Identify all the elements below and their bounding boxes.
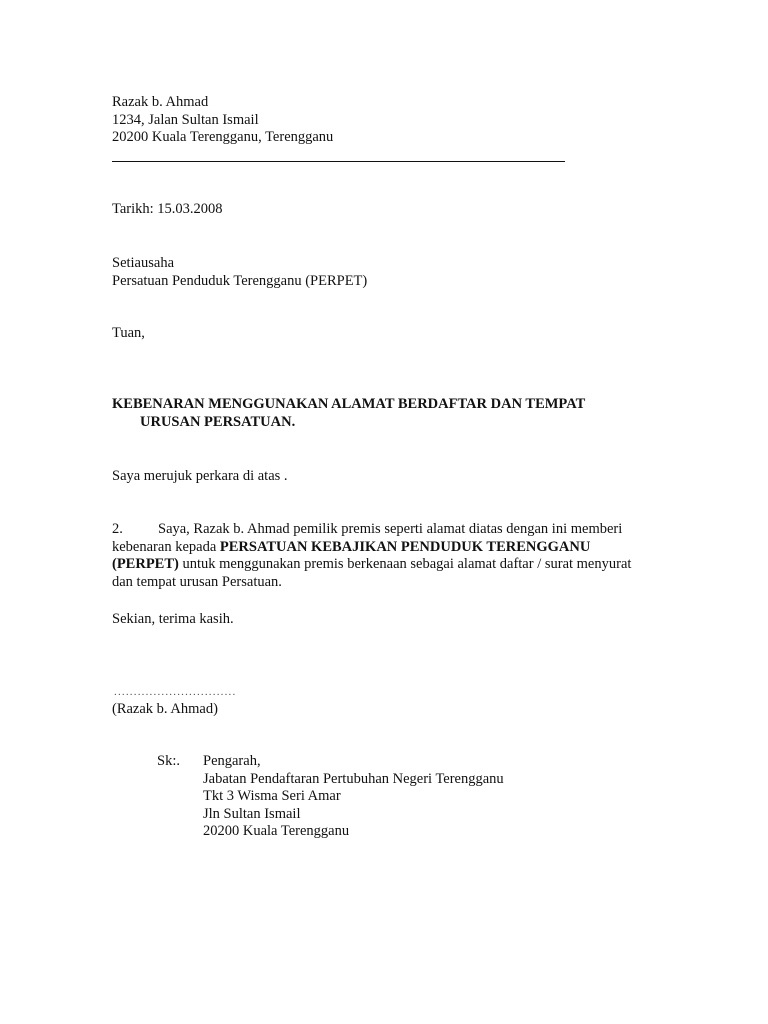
signatory-name: (Razak b. Ahmad) xyxy=(112,701,218,717)
cc-line: Jabatan Pendaftaran Pertubuhan Negeri Terengganu xyxy=(203,770,504,787)
paragraph-line xyxy=(112,521,631,539)
cc-line: Jln Sultan Ismail xyxy=(203,805,301,822)
cc-recipient-block xyxy=(203,753,504,841)
recipient-block xyxy=(112,255,367,290)
association-name: PERSATUAN KEBAJIKAN PENDUDUK TERENGGANU xyxy=(219,538,591,555)
letterhead-divider xyxy=(112,161,565,162)
paragraph-2 xyxy=(112,521,631,591)
sender-address-line: 1234, Jalan Sultan Ismail xyxy=(112,111,259,128)
cc-line: Pengarah, xyxy=(203,753,261,769)
sender-address-line: 20200 Kuala Terengganu, Terengganu xyxy=(112,129,334,145)
paragraph-line xyxy=(112,539,631,557)
salutation: Tuan, xyxy=(112,325,145,341)
closing-line: Sekian, terima kasih. xyxy=(112,611,234,627)
sender-name: Razak b. Ahmad xyxy=(112,94,209,110)
cc-line: 20200 Kuala Terengganu xyxy=(203,823,350,839)
cc-label: Sk:. xyxy=(157,753,180,769)
association-abbreviation: (PERPET) xyxy=(112,556,179,572)
subject-line: URUSAN PERSATUAN. xyxy=(140,413,296,430)
letter-subject xyxy=(112,396,585,431)
paragraph-text: untuk menggunakan premis berkenaan sebagai alamat daftar / surat menyurat xyxy=(178,556,632,572)
signature-line: ............................... xyxy=(114,686,237,698)
recipient-title: Setiausaha xyxy=(112,255,175,271)
paragraph-text: kebenaran kepada xyxy=(112,538,220,555)
paragraph-line: dan tempat urusan Persatuan. xyxy=(112,573,282,590)
sender-address-block xyxy=(112,94,333,147)
recipient-organization: Persatuan Penduduk Terengganu (PERPET) xyxy=(112,272,368,289)
paragraph-line xyxy=(112,556,631,574)
intro-paragraph: Saya merujuk perkara di atas . xyxy=(112,468,288,484)
letter-date: Tarikh: 15.03.2008 xyxy=(112,201,223,217)
subject-line: KEBENARAN MENGGUNAKAN ALAMAT BERDAFTAR DAN TEMPAT xyxy=(112,396,586,412)
cc-line: Tkt 3 Wisma Seri Amar xyxy=(203,788,341,804)
paragraph-text: Saya, Razak b. Ahmad pemilik premis seperti alamat diatas dengan ini memberi xyxy=(158,521,623,537)
paragraph-number: 2. xyxy=(112,521,123,537)
